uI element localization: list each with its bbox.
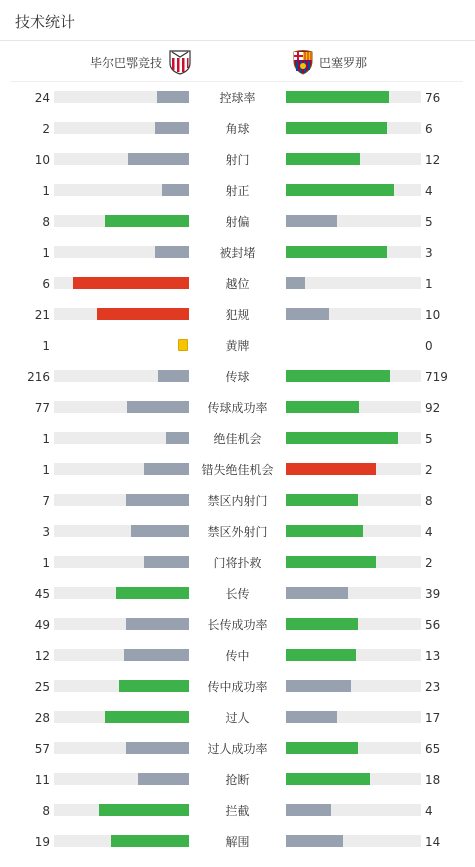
home-bar-fill <box>155 246 189 258</box>
stat-label: 禁区外射门 <box>207 525 268 539</box>
stat-row <box>0 247 475 278</box>
stat-row <box>0 123 475 154</box>
stat-row <box>0 402 475 433</box>
away-bar-fill <box>286 680 351 692</box>
home-bar-fill <box>126 494 189 506</box>
stat-label: 长传成功率 <box>207 618 268 632</box>
stat-row <box>0 526 475 557</box>
home-bar-track <box>54 463 189 475</box>
fc-barcelona-crest-icon <box>291 49 315 75</box>
away-value: 13 <box>425 649 441 663</box>
stat-row <box>0 340 475 371</box>
home-bar-track <box>54 91 189 103</box>
home-bar-track <box>54 773 189 785</box>
away-value: 4 <box>425 184 433 198</box>
away-bar-track <box>286 463 421 475</box>
home-bar-fill <box>111 835 189 847</box>
away-bar-fill <box>286 401 359 413</box>
home-bar-track <box>54 587 189 599</box>
home-value: 1 <box>42 556 50 570</box>
home-bar-track <box>54 432 189 444</box>
home-value: 12 <box>34 649 50 663</box>
home-bar-fill <box>124 649 189 661</box>
away-value: 719 <box>425 370 448 384</box>
away-bar-track <box>286 277 421 289</box>
home-bar-fill <box>97 308 189 320</box>
stat-row <box>0 464 475 495</box>
away-value: 92 <box>425 401 441 415</box>
away-value: 2 <box>425 556 433 570</box>
stat-label: 抢断 <box>225 773 250 787</box>
away-value: 56 <box>425 618 441 632</box>
athletic-bilbao-crest-icon <box>168 49 192 75</box>
stat-label: 传球 <box>225 370 250 384</box>
home-bar-track <box>54 122 189 134</box>
away-bar-fill <box>286 370 390 382</box>
away-bar-fill <box>286 556 376 568</box>
away-bar-fill <box>286 463 376 475</box>
home-bar-track <box>54 277 189 289</box>
home-bar-track <box>54 401 189 413</box>
stat-row <box>0 650 475 681</box>
stat-row <box>0 216 475 247</box>
stat-row <box>0 185 475 216</box>
away-value: 8 <box>425 494 433 508</box>
away-value: 0 <box>425 339 433 353</box>
stat-row <box>0 557 475 588</box>
away-bar-track <box>286 742 421 754</box>
away-bar-fill <box>286 525 363 537</box>
home-bar-track <box>54 153 189 165</box>
away-bar-track <box>286 680 421 692</box>
away-value: 2 <box>425 463 433 477</box>
home-bar-track <box>54 556 189 568</box>
away-bar-fill <box>286 308 329 320</box>
home-bar-fill <box>127 401 189 413</box>
away-bar-fill <box>286 835 343 847</box>
home-value: 3 <box>42 525 50 539</box>
home-value: 2 <box>42 122 50 136</box>
away-bar-track <box>286 308 421 320</box>
stat-row <box>0 681 475 712</box>
stat-label: 门将扑救 <box>213 556 262 570</box>
away-bar-track <box>286 587 421 599</box>
home-value: 8 <box>42 215 50 229</box>
away-bar-fill <box>286 153 360 165</box>
section-header <box>0 0 475 41</box>
stat-label: 射正 <box>225 184 250 198</box>
away-bar-track <box>286 153 421 165</box>
stat-row <box>0 92 475 123</box>
stat-row <box>0 495 475 526</box>
home-value: 1 <box>42 246 50 260</box>
away-bar-track <box>286 370 421 382</box>
home-value: 21 <box>34 308 50 322</box>
away-bar-track <box>286 401 421 413</box>
home-value: 1 <box>42 184 50 198</box>
home-bar-fill <box>105 711 189 723</box>
away-bar-track <box>286 773 421 785</box>
away-bar-fill <box>286 277 305 289</box>
home-bar-fill <box>119 680 189 692</box>
stat-row <box>0 433 475 464</box>
away-value: 6 <box>425 122 433 136</box>
away-value: 76 <box>425 91 441 105</box>
stat-label: 黄牌 <box>225 339 250 353</box>
away-value: 4 <box>425 804 433 818</box>
stat-label: 角球 <box>225 122 250 136</box>
away-bar-fill <box>286 432 398 444</box>
away-value: 5 <box>425 432 433 446</box>
home-value: 49 <box>34 618 50 632</box>
home-value: 77 <box>34 401 50 415</box>
home-value: 45 <box>34 587 50 601</box>
home-bar-track <box>54 525 189 537</box>
away-bar-track <box>286 246 421 258</box>
home-value: 28 <box>34 711 50 725</box>
section-title: 技术统计 <box>15 13 76 31</box>
away-value: 23 <box>425 680 441 694</box>
stat-row <box>0 371 475 402</box>
stat-row <box>0 154 475 185</box>
home-value: 8 <box>42 804 50 818</box>
away-bar-track <box>286 525 421 537</box>
home-value: 24 <box>34 91 50 105</box>
away-value: 1 <box>425 277 433 291</box>
stat-row <box>0 836 475 867</box>
home-bar-fill <box>105 215 189 227</box>
away-bar-fill <box>286 618 358 630</box>
away-value: 5 <box>425 215 433 229</box>
home-bar-track <box>54 680 189 692</box>
stat-row <box>0 619 475 650</box>
away-bar-fill <box>286 184 394 196</box>
away-team[interactable] <box>291 49 367 75</box>
home-value: 57 <box>34 742 50 756</box>
home-bar-fill <box>155 122 189 134</box>
away-bar-fill <box>286 742 358 754</box>
home-bar-fill <box>166 432 189 444</box>
away-bar-track <box>286 184 421 196</box>
stat-label: 禁区内射门 <box>207 494 268 508</box>
away-value: 17 <box>425 711 441 725</box>
yellow-card-icon <box>178 339 188 351</box>
away-value: 4 <box>425 525 433 539</box>
away-bar-fill <box>286 246 387 258</box>
away-bar-track <box>286 618 421 630</box>
stat-label: 绝佳机会 <box>213 432 262 446</box>
stat-label: 过人 <box>225 711 250 725</box>
stat-row <box>0 774 475 805</box>
home-value: 19 <box>34 835 50 849</box>
home-value: 1 <box>42 463 50 477</box>
away-bar-track <box>286 91 421 103</box>
stat-label: 过人成功率 <box>207 742 268 756</box>
stat-label: 错失绝佳机会 <box>201 463 274 477</box>
away-bar-fill <box>286 91 389 103</box>
home-bar-track <box>54 246 189 258</box>
away-bar-fill <box>286 711 337 723</box>
stat-row <box>0 588 475 619</box>
home-bar-track <box>54 804 189 816</box>
home-bar-track <box>54 742 189 754</box>
home-bar-fill <box>162 184 189 196</box>
home-value: 11 <box>34 773 50 787</box>
away-value: 14 <box>425 835 441 849</box>
home-value: 216 <box>27 370 50 384</box>
home-bar-track <box>54 308 189 320</box>
home-bar-fill <box>158 370 189 382</box>
stat-label: 拦截 <box>225 804 250 818</box>
home-bar-fill <box>144 556 189 568</box>
home-team-name: 毕尔巴鄂竞技 <box>90 55 163 70</box>
home-value: 6 <box>42 277 50 291</box>
away-bar-track <box>286 711 421 723</box>
away-bar-fill <box>286 215 337 227</box>
stat-label: 长传 <box>225 587 250 601</box>
home-bar-track <box>54 835 189 847</box>
home-value: 1 <box>42 339 50 353</box>
stat-label: 犯规 <box>225 308 250 322</box>
away-bar-track <box>286 649 421 661</box>
stat-label: 越位 <box>225 277 250 291</box>
away-bar-fill <box>286 804 331 816</box>
away-bar-track <box>286 215 421 227</box>
home-team[interactable] <box>90 49 192 75</box>
stat-label: 射偏 <box>225 215 250 229</box>
away-value: 10 <box>425 308 441 322</box>
away-bar-fill <box>286 122 387 134</box>
away-bar-fill <box>286 649 356 661</box>
away-bar-fill <box>286 494 358 506</box>
away-value: 39 <box>425 587 441 601</box>
home-value: 7 <box>42 494 50 508</box>
away-value: 3 <box>425 246 433 260</box>
home-bar-fill <box>126 618 189 630</box>
home-bar-fill <box>116 587 189 599</box>
home-value: 25 <box>34 680 50 694</box>
stat-label: 传球成功率 <box>207 401 268 415</box>
stat-label: 传中成功率 <box>207 680 268 694</box>
home-bar-track <box>54 370 189 382</box>
home-bar-fill <box>128 153 189 165</box>
stat-label: 被封堵 <box>219 246 256 260</box>
stat-label: 解围 <box>225 835 250 849</box>
away-bar-track <box>286 804 421 816</box>
home-bar-track <box>54 711 189 723</box>
home-bar-fill <box>131 525 189 537</box>
away-value: 18 <box>425 773 441 787</box>
home-bar-fill <box>138 773 189 785</box>
home-bar-fill <box>73 277 189 289</box>
home-bar-fill <box>126 742 189 754</box>
away-value: 65 <box>425 742 441 756</box>
home-value: 10 <box>34 153 50 167</box>
away-bar-track <box>286 122 421 134</box>
home-bar-fill <box>99 804 189 816</box>
away-team-name: 巴塞罗那 <box>319 55 368 70</box>
home-value: 1 <box>42 432 50 446</box>
away-value: 12 <box>425 153 441 167</box>
home-bar-track <box>54 215 189 227</box>
away-bar-fill <box>286 587 348 599</box>
stat-label: 射门 <box>225 153 250 167</box>
stat-label: 控球率 <box>219 91 256 105</box>
home-bar-track <box>54 184 189 196</box>
away-bar-track <box>286 556 421 568</box>
home-bar-fill <box>157 91 189 103</box>
home-bar-track <box>54 649 189 661</box>
away-bar-track <box>286 432 421 444</box>
stat-row <box>0 805 475 836</box>
away-bar-track <box>286 494 421 506</box>
teams-header <box>10 41 463 82</box>
home-bar-track <box>54 494 189 506</box>
home-bar-track <box>54 618 189 630</box>
home-bar-fill <box>144 463 189 475</box>
away-bar-fill <box>286 773 370 785</box>
away-bar-track <box>286 835 421 847</box>
stat-row <box>0 712 475 743</box>
stat-row <box>0 309 475 340</box>
stat-row <box>0 278 475 309</box>
stat-row <box>0 743 475 774</box>
stat-label: 传中 <box>225 649 250 663</box>
